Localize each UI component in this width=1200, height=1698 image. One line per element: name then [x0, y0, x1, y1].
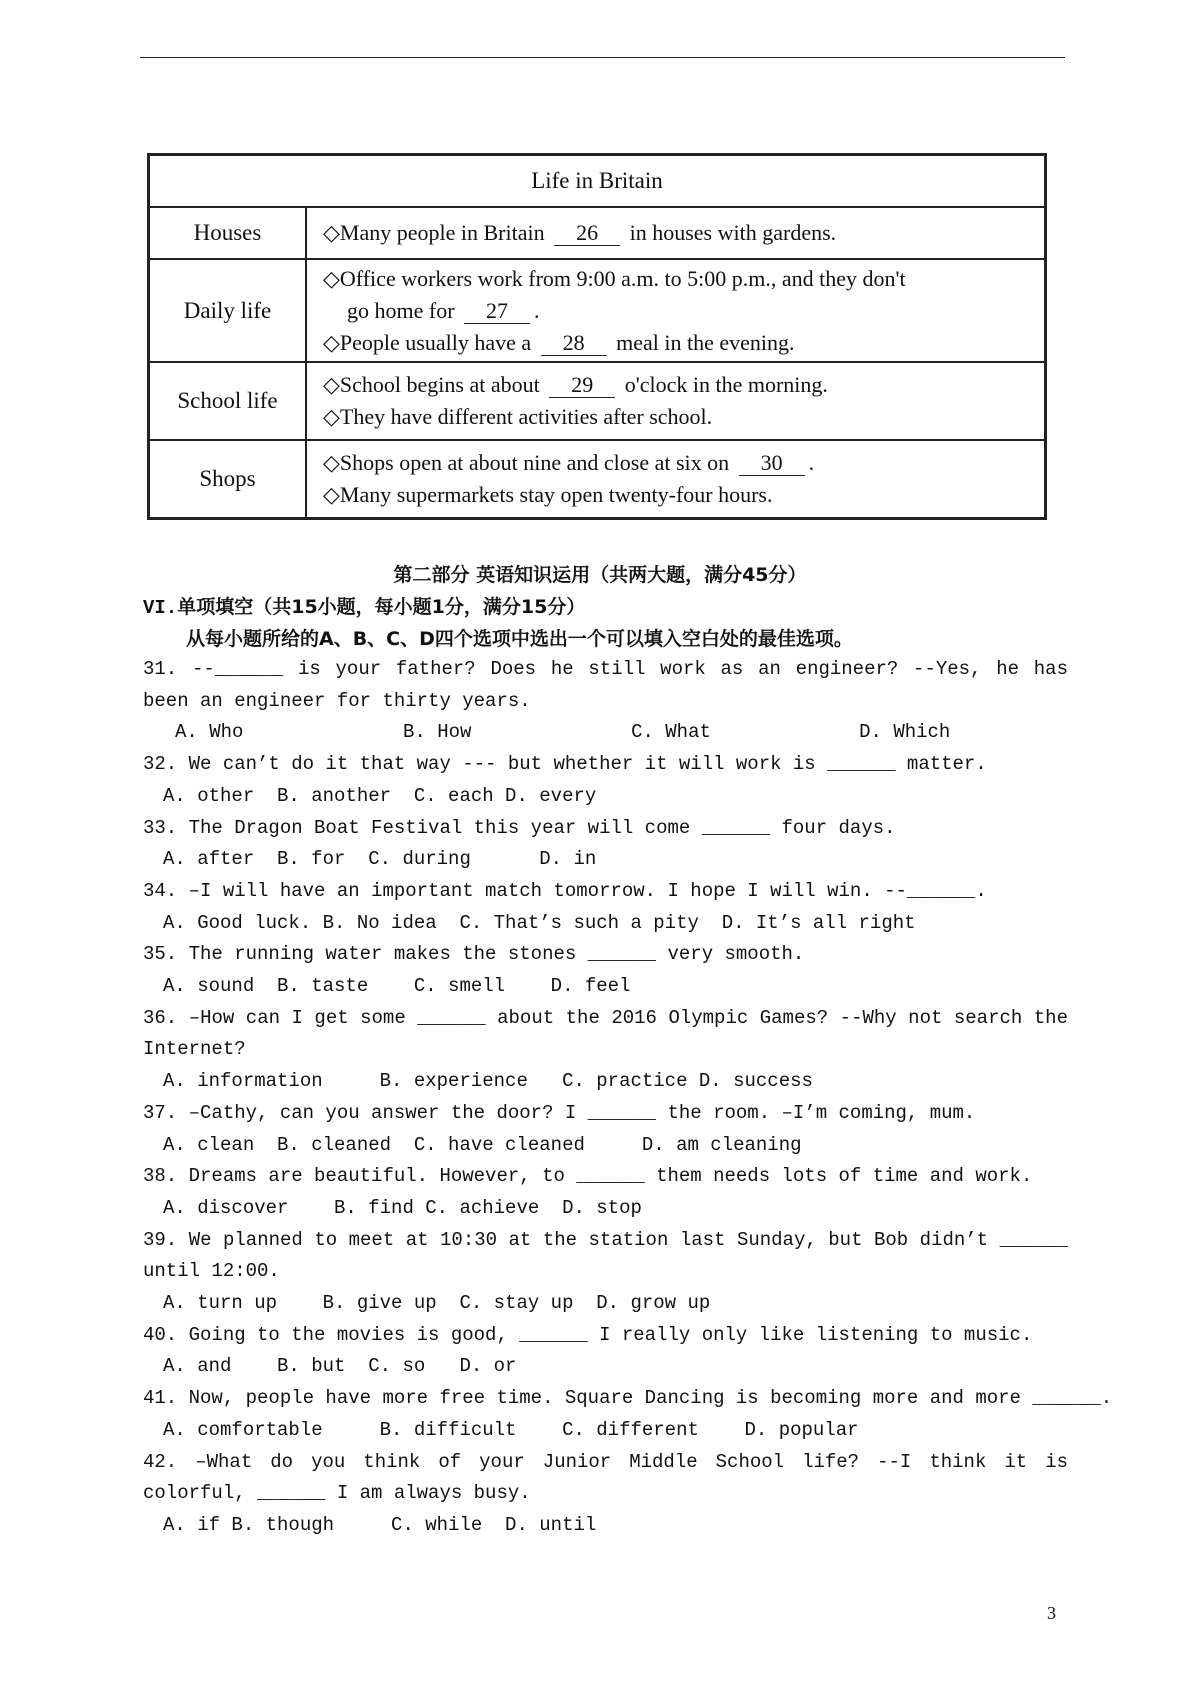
question-stem: 39. We planned to meet at 10:30 at the station last Sunday, but Bob didn’t ______ until 12:00.	[143, 1228, 1068, 1283]
row-label-daily-life: Daily life	[149, 259, 307, 362]
question-38	[143, 1161, 1068, 1224]
table-row-houses	[149, 207, 1046, 259]
header-rule	[140, 57, 1065, 58]
table-row-daily-life	[149, 259, 1046, 362]
question-stem: 41. Now, people have more free time. Square Dancing is becoming more and more ______.	[143, 1387, 1113, 1410]
question-stem: 42. –What do you think of your Junior Middle School life? --I think it is colorful, ______ I am always busy.	[143, 1450, 1068, 1505]
section-number: VI.	[143, 597, 178, 619]
life-in-britain-table	[147, 153, 1047, 520]
question-list	[143, 654, 1113, 1542]
question-31	[143, 654, 1068, 749]
question-33	[143, 813, 1068, 876]
blank-27: 27	[464, 299, 530, 324]
question-options: A. clean B. cleaned C. have cleaned D. am cleaning	[163, 1133, 802, 1156]
question-options: A. discover B. find C. achieve D. stop	[163, 1196, 642, 1219]
text: meal in the evening.	[616, 329, 795, 355]
blank-30: 30	[739, 451, 805, 476]
question-37	[143, 1098, 1068, 1161]
row-content-daily-life	[306, 259, 1046, 362]
row-content-school-life	[306, 362, 1046, 440]
text: ◇Many people in Britain	[323, 220, 545, 245]
section-title: 第二部分 英语知识运用（共两大题，满分45分）	[393, 564, 807, 586]
question-options: A. sound B. taste C. smell D. feel	[163, 975, 631, 998]
section-heading-text: 单项填空（共15小题，每小题1分，满分15分）	[177, 596, 586, 618]
question-options: A. Who B. How C. What D. Which	[175, 721, 951, 744]
text: .	[534, 297, 540, 323]
blank-29: 29	[549, 373, 615, 398]
question-stem: 38. Dreams are beautiful. However, to ______ them needs lots of time and work.	[143, 1165, 1033, 1188]
question-39	[143, 1225, 1068, 1320]
table-row-shops	[149, 440, 1046, 518]
table-title: Life in Britain	[149, 155, 1046, 208]
page-number: 3	[1047, 1603, 1056, 1623]
text: ◇Many supermarkets stay open twenty-four hours.	[323, 481, 773, 507]
text: .	[808, 449, 815, 475]
text: in houses with gardens.	[629, 220, 837, 245]
text: ◇Shops open at about nine and close at six on	[323, 449, 730, 475]
question-35	[143, 939, 1068, 1002]
question-options: A. information B. experience C. practice D. success	[163, 1070, 813, 1093]
blank-28: 28	[541, 331, 607, 356]
question-options: A. after B. for C. during D. in	[163, 848, 597, 871]
blank-26: 26	[554, 221, 620, 246]
question-32	[143, 749, 1068, 812]
row-content-shops	[306, 440, 1046, 518]
text: o'clock in the morning.	[624, 372, 828, 397]
row-content-houses	[306, 207, 1046, 259]
row-label-houses: Houses	[149, 207, 307, 259]
question-options: A. and B. but C. so D. or	[163, 1355, 517, 1378]
text: ◇People usually have a	[323, 329, 532, 355]
text: go home for	[347, 297, 455, 323]
text: ◇Office workers work from 9:00 a.m. to 5:00 p.m., and they don't	[323, 265, 906, 291]
row-label-shops: Shops	[149, 440, 307, 518]
question-40	[143, 1320, 1068, 1383]
question-options: A. comfortable B. difficult C. different D. popular	[163, 1418, 859, 1441]
section-heading	[143, 592, 585, 619]
question-36	[143, 1003, 1068, 1098]
question-stem: 33. The Dragon Boat Festival this year will come ______ four days.	[143, 816, 896, 839]
question-options: A. other B. another C. each D. every	[163, 784, 597, 807]
question-stem: 37. –Cathy, can you answer the door? I ______ the room. –I’m coming, mum.	[143, 1101, 976, 1124]
table-row-school-life	[149, 362, 1046, 440]
question-options: A. Good luck. B. No idea C. That’s such a pity D. It’s all right	[163, 911, 916, 934]
question-41	[143, 1383, 1113, 1446]
question-stem: 34. –I will have an important match tomorrow. I hope I will win. --______.	[143, 879, 987, 902]
question-stem: 32. We can’t do it that way --- but whether it will work is ______ matter.	[143, 753, 987, 776]
question-34	[143, 876, 1068, 939]
question-options: A. turn up B. give up C. stay up D. grow up	[163, 1292, 711, 1315]
question-stem: 31. --______ is your father? Does he still work as an engineer? --Yes, he has been an engineer for thirty years.	[143, 658, 1068, 712]
text: ◇They have different activities after school.	[323, 404, 713, 429]
section-instruction: 从每小题所给的A、B、C、D四个选项中选出一个可以填入空白处的最佳选项。	[186, 628, 853, 650]
question-stem: 36. –How can I get some ______ about the 2016 Olympic Games? --Why not search the Internet?	[143, 1006, 1068, 1061]
text: ◇School begins at about	[323, 372, 540, 397]
question-42	[143, 1447, 1068, 1542]
question-options: A. if B. though C. while D. until	[163, 1513, 597, 1536]
question-stem: 40. Going to the movies is good, ______ I really only like listening to music.	[143, 1323, 1033, 1346]
question-stem: 35. The running water makes the stones ______ very smooth.	[143, 943, 805, 966]
row-label-school-life: School life	[149, 362, 307, 440]
